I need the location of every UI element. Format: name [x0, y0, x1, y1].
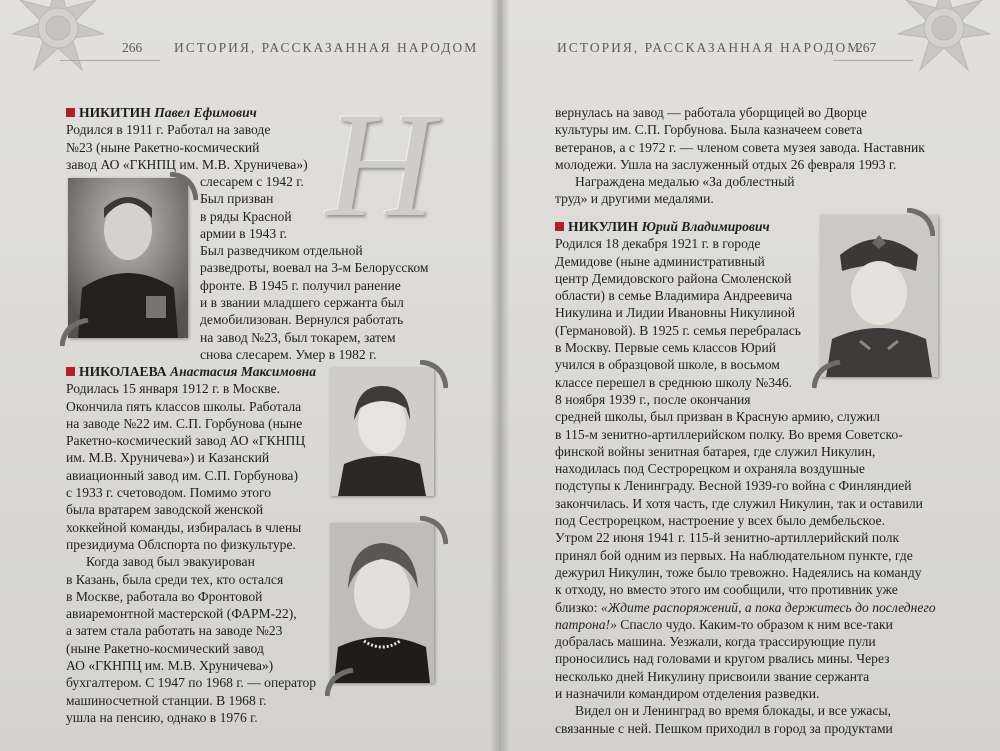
portrait-nikitin — [68, 178, 188, 338]
photo-corner-ornament — [168, 172, 198, 202]
quote-text: «Ждите распоряжений, а пока держитесь до последнего — [600, 599, 936, 615]
entry-nikulin: НИКУЛИН Юрий Владимирович Родился 18 декабря 1921 г. в городе Демидове (ныне административный центр Демидовского района Смоленской области) в семье Владимира Андреевича Никулина и Лидии Ивановны Никулиной (Германовой). В 1925 г. семья перебралась в Москву. Первые семь классов Юрий учился в образцовой школе, в восьмом классе перешел в среднюю школу №346. 8 ноября 1939 г., после окончания средней школы, был призван в Красную армию, служил в 115-м зенитно-артиллерийском полку. Во время Советско- финской войны зенитная батарея, где служил Никулин, находилась под Сестрорецком и охраняла воздушные подступы к Ленинграду. Весной 1939-го война с Финляндией закончилась. И хотя часть, где служил Никулин, так и оставили под Сестрорецком, настроение у всех было дембельское. Утром 22 июня 1941 г. 115-й зенитно-артиллерийский полк принял бой одним из первых. На наблюдательном пункте, где дежурил Никулин, тоже было тревожно. Надеялись на команду к отходу, но вместо этого им сообщили, что противник уже близко: «Ждите распоряжений, а пока держитесь до последнего патрона!» Спасло чудо. Каким-то образом к ним все-таки добралась машина. Уезжали, когда трассирующие пули проносились над головами и кругом рвались мины. Через несколько дней Никулину присвоили звание сержанта и назначили командиром отделения разведки. Видел он и Ленинград во время блокады, и все ужасы, связанные с ней. Пешком приходил в город за продуктами — [555, 219, 936, 736]
red-square-marker — [66, 108, 75, 117]
entry-nikitin: НИКИТИН Павел Ефимович Родился в 1911 г. Работал на заводе №23 (ныне Ракетно-космический завод АО «ГКНПЦ им. М.В. Хруничева») — [66, 105, 308, 172]
portrait-nikulin — [820, 215, 938, 377]
entry-heading: НИКОЛАЕВА Анастасия Максимовна — [66, 363, 316, 380]
photo-corner-ornament — [418, 516, 448, 546]
red-square-marker — [555, 222, 564, 231]
running-title: ИСТОРИЯ, РАССКАЗАННАЯ НАРОДОМ — [174, 40, 479, 55]
entry-heading: НИКИТИН Павел Ефимович — [66, 104, 308, 121]
left-page — [0, 0, 497, 751]
running-title: ИСТОРИЯ, РАССКАЗАННАЯ НАРОДОМ — [557, 40, 862, 55]
order-medal-emblem — [894, 0, 994, 78]
photo-corner-ornament — [812, 360, 842, 390]
order-medal-emblem — [8, 0, 108, 78]
photo-corner-ornament — [905, 208, 935, 238]
page-number: 266 — [122, 40, 143, 55]
portrait-nikolaeva-older — [330, 523, 434, 683]
photo-corner-ornament — [60, 318, 90, 348]
photo-corner-ornament — [325, 668, 355, 698]
entry-heading: НИКУЛИН Юрий Владимирович — [555, 218, 936, 235]
header-rule — [833, 60, 913, 61]
entry-nikitin-wrap: слесарем с 1942 г. Был призван в ряды Красной армии в 1943 г. Был разведчиком отдельной разведроты, воевал на 3-м Белорусском фронте. В 1945 г. получил ранение и в звании младшего сержанта был демобилизован. Вернулся работать на завод №23, был токарем, затем снова слесарем. Умер в 1982 г. — [200, 174, 429, 362]
book-gutter — [490, 0, 510, 751]
entry-nikolaeva: НИКОЛАЕВА Анастасия Максимовна Родилась 15 января 1912 г. в Москве. Окончила пять классов школы. Работала на заводе №22 им. С.П. Горбунова (ныне Ракетно-космический завод АО «ГКНПЦ им. М.В. Хруничева») и Казанский авиационный завод им. С.П. Горбунова) с 1933 г. счетоводом. Помимо этого была вратарем заводской женской хоккейной команды, избиралась в члены президиума Облспорта по физкультуре. Когда завод был эвакуирован в Казань, была среди тех, кто остался в Москве, работала во Фронтовой авиаремонтной мастерской (ФАРМ-22), а затем стала работать на заводе №23 (ныне Ракетно-космический завод АО «ГКНПЦ им. М.В. Хруничева») бухгалтером. С 1947 по 1968 г. — оператор машиносчетной станции. В 1968 г. ушла на пенсию, однако в 1976 г. — [66, 364, 317, 725]
photo-corner-ornament — [418, 360, 448, 390]
right-page — [503, 0, 1000, 751]
quote-text: патрона!» — [555, 616, 617, 632]
red-square-marker — [66, 367, 75, 376]
header-rule — [60, 60, 160, 61]
page-number: 267 — [856, 40, 877, 55]
drop-initial-letter: Н — [325, 82, 435, 248]
continuation-nikolaeva: вернулась на завод — работала уборщицей во Дворце культуры им. С.П. Горбунова. Была казначеем совета ветеранов, а с 1972 г. — членом совета музея завода. Наставник молодежи. Ушла на заслуженный отдых 26 февраля 1993 г. Награждена медалью «За доблестный труд» и другими медалями. — [555, 105, 925, 207]
